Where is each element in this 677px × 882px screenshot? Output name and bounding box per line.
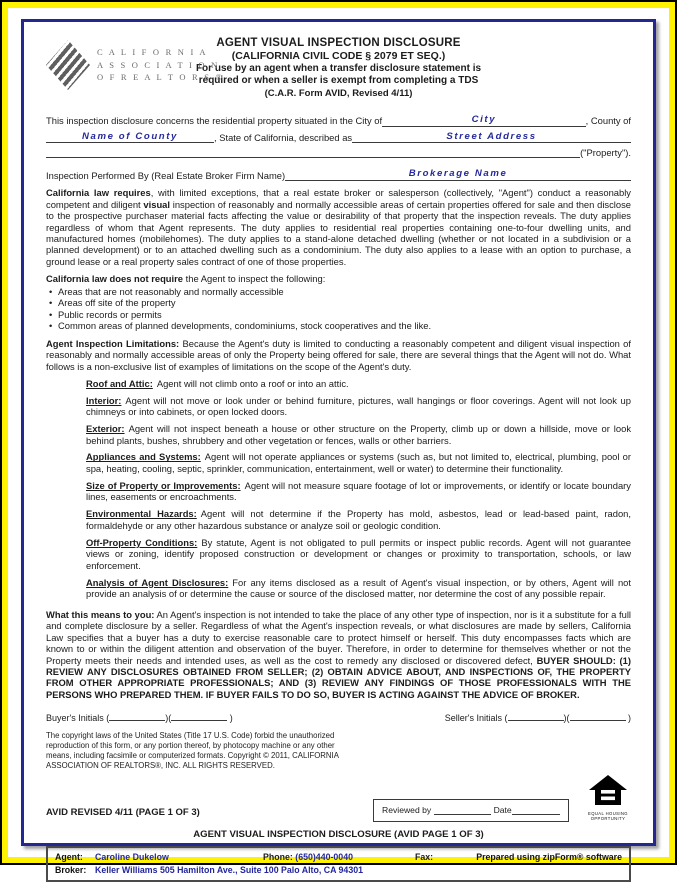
phone-label: Phone:: [263, 851, 293, 862]
limitation-heading: Appliances and Systems:: [86, 451, 201, 463]
buyer-initials-label: Buyer's Initials (: [46, 713, 110, 724]
property-line-1-label: This inspection disclosure concerns the residential property situated in the City of: [46, 115, 383, 127]
reviewed-date-field[interactable]: [512, 805, 560, 815]
limitation-heading: Interior:: [86, 394, 122, 406]
limitation-heading: Analysis of Agent Disclosures:: [86, 576, 229, 588]
limitation-text: Agent will not climb onto a roof or into an attic.: [156, 377, 349, 389]
revision-footer-row: [46, 775, 631, 822]
equal-housing-logo: [585, 775, 631, 822]
form-use-line-1: For use by an agent when a transfer disclosure statement is: [195, 62, 482, 74]
property-line-1: [46, 113, 631, 127]
car-logo-icon: [46, 40, 90, 90]
buyer-initials: [46, 710, 233, 724]
limitation-item-size: [86, 480, 631, 503]
limitation-text: Agent will not inspect beneath a house or other structure on the Property, climb up or down a hillside, move or look behind plants, bushes, shrubbery and other vegetation or fences, walls or other barriers.: [86, 423, 631, 446]
city-field[interactable]: [382, 113, 586, 127]
broker-label: Broker:: [55, 864, 87, 875]
limitation-text: Agent will not determine if the Property has mold, asbestos, lead or lead-based paint, radon, formaldehyde or any other hazardous substance or analyze soil or geologic condition.: [86, 508, 631, 531]
broker-info: Keller Williams 505 Hamilton Ave., Suite 100 Palo Alto, CA 94301: [95, 864, 363, 875]
inspection-performed-by-label: Inspection Performed By (Real Estate Broker Firm Name): [46, 169, 286, 181]
limitation-text: Agent will not operate appliances or systems (such as, but not limited to, electrical, plumbing, pool or spa, heating, cooling, septic, sprinkler, communication, entertainment, well or water) to determine their functionality.: [86, 451, 631, 474]
brokerage-name-value: Brokerage Name: [408, 168, 508, 180]
law-requires-part2: inspection of reasonably and normally accessible areas of certain properties offered for sale and then disclose to the prospective purchaser material facts affecting the value or desirability of that property that the inspection reveals. The duty applies regardless of whom that Agent represents. The duty applies to residential real properties containing one-to-four dwelling units, and manufactured homes (mobilehomes). The duty applies to a stand-alone detached dwelling (whether or not located in a subdivision or a planned development) or to an attached dwelling such as a condominium. The duty also applies to a lease with an option to purchase, a ground lease or a real property sales contract of one of those properties.: [46, 198, 631, 267]
form-title: AGENT VISUAL INSPECTION DISCLOSURE: [216, 37, 461, 49]
logo-line-association: A S S O C I A T I O N: [97, 59, 220, 70]
phone-value: (650)440-0040: [295, 851, 353, 862]
form-header: [46, 36, 631, 110]
initials-separator: )(: [563, 713, 570, 724]
equal-housing-caption-1: EQUAL HOUSING: [588, 810, 628, 816]
agent-name: Caroline Dukelow: [95, 851, 169, 862]
not-require-rest: the Agent to inspect the following:: [183, 273, 326, 285]
limitation-heading: Exterior:: [86, 423, 125, 435]
property-line-1-suffix: , County of: [585, 115, 631, 127]
form-use-line-2: required or when a seller is exempt from completing a TDS: [198, 75, 479, 86]
limitation-heading: Size of Property or Improvements:: [86, 479, 241, 491]
seller-initials-field-1[interactable]: [508, 710, 564, 721]
prepared-using-label: Prepared using zipForm® software: [476, 851, 622, 862]
limitation-item-environmental: [86, 508, 631, 531]
logo-line-california: C A L I F O R N I A: [97, 46, 208, 57]
law-requires-bold-visual: visual: [143, 198, 170, 210]
form-revision-line: (C.A.R. Form AVID, Revised 4/11): [264, 88, 413, 100]
car-logo-text: [97, 46, 224, 84]
equal-housing-icon: [588, 775, 628, 809]
limitation-text: For any items disclosed as a result of Agent's visual inspection, or by others, Agent will not provide an analysis of or determine the cause or source of the disclosed matter, nor determine the cost of any possible repair.: [86, 576, 631, 600]
means-paragraph: [46, 609, 631, 701]
property-line-2: [46, 130, 631, 144]
limitation-heading: Off-Property Conditions:: [86, 536, 198, 548]
buyer-initials-field-1[interactable]: [109, 710, 165, 721]
agent-row: [55, 851, 622, 864]
not-require-bullet-list: [46, 286, 631, 332]
city-value: City: [471, 114, 497, 125]
fax-label: Fax:: [415, 851, 434, 862]
buyer-initials-field-2[interactable]: [171, 710, 227, 721]
property-line-3-suffix: ("Property").: [580, 146, 631, 158]
means-lead: What this means to you:: [46, 608, 155, 620]
county-value: Name of County: [82, 130, 178, 142]
means-text: An Agent's inspection is not intended to take the place of any other type of inspection, nor is it a substitute for a full and complete disclosure by a seller. Regardless of what the Agent's inspection reveals, or what disclosures are made by sellers, California Law specifies that a buyer has a duty to exercise reasonable care to protect himself or herself. This duty encompasses facts which are known to or within the diligent attention and observation of the buyer. Therefore, in order to determine for themselves whether or not the Property meets their needs and intended uses, as well as the cost to remedy any disclosed or discovered defect,: [46, 608, 632, 666]
agent-label: Agent:: [55, 851, 83, 862]
agent-phone: [263, 851, 415, 864]
limitation-item-exterior: [86, 423, 631, 446]
car-logo: [46, 40, 224, 90]
limitation-text: By statute, Agent is not obligated to pull permits or inspect public records. Agent will not guarantee views or zoning, identify proposed construction or development or changes or proximity to transportation, schools, or law enforcement.: [86, 536, 631, 571]
broker-row: [55, 864, 622, 877]
limitation-heading: Roof and Attic:: [86, 377, 153, 389]
reviewed-by-field[interactable]: [434, 805, 492, 815]
limitation-item-interior: [86, 395, 631, 418]
property-description-field[interactable]: [46, 146, 580, 158]
initials-separator: )(: [165, 713, 172, 724]
brokerage-name-field[interactable]: [285, 167, 631, 181]
page-footer-title: AGENT VISUAL INSPECTION DISCLOSURE (AVID PAGE 1 OF 3): [193, 829, 484, 841]
not-require-paragraph: [46, 273, 631, 284]
agent-broker-box: [46, 846, 631, 882]
bullet-item: • Common areas of planned developments, condominiums, stock cooperatives and the like.: [46, 320, 631, 331]
limitations-intro-text: Because the Agent's duty is limited to conducting a reasonably competent and diligent visual inspection of reasonably and normally accessible areas of only the Property being offered for sale, there are several things that the Agent will not do. What follows is a non-exclusive list of examples of limitations on the scope of the Agent's duty.: [46, 337, 631, 372]
logo-line-realtors: O F R E A L T O R S ®: [97, 72, 225, 83]
inspection-performed-by-row: [46, 167, 631, 181]
property-line-3: [46, 146, 631, 158]
initials-close: ): [625, 713, 631, 724]
law-requires-part1: , with limited exceptions, that a real estate broker or salesperson (collectively, "Agent") conduct a reasonably competent and diligent: [46, 187, 631, 210]
reviewed-by-box: [373, 799, 569, 822]
copyright-notice: The copyright laws of the United States (Title 17 U.S. Code) forbid the unauthorized reproduction of this form, or any portion thereof, by photocopy machine or any other means, including facsimile or computerized formats. Copyright © 2011, CALIFORNIA ASSOCIATION OF REALTORS®, INC. ALL RIGHTS RESERVED.: [46, 731, 339, 771]
limitation-text: Agent will not measure square footage of lot or improvements, or identify or locate boundary lines, easements or encroachments.: [86, 479, 631, 503]
county-field[interactable]: [46, 130, 214, 144]
limitation-item-roof-attic: [86, 378, 631, 389]
street-address-field[interactable]: [352, 130, 631, 144]
street-address-value: Street Address: [446, 130, 537, 142]
law-requires-paragraph: [46, 187, 631, 267]
bullet-item: • Areas that are not reasonably and normally accessible: [46, 286, 631, 297]
not-require-lead: California law does not require: [46, 273, 184, 285]
form-subtitle: (CALIFORNIA CIVIL CODE § 2079 ET SEQ.): [231, 50, 446, 63]
seller-initials-label: Seller's Initials (: [444, 713, 508, 724]
yellow-border-band: [2, 2, 675, 875]
limitation-item-appliances: [86, 451, 631, 474]
reviewed-by-label: Reviewed by: [382, 804, 432, 815]
limitation-heading: Environmental Hazards:: [86, 508, 197, 520]
limitations-intro-lead: Agent Inspection Limitations:: [46, 337, 180, 349]
property-line-2-label: , State of California, described as: [214, 131, 353, 143]
equal-housing-caption-2: OPPORTUNITY: [590, 815, 626, 821]
means-bold-tail: BUYER SHOULD: (1) REVIEW ANY DISCLOSURES OBTAINED FROM SELLER; (2) OBTAIN ADVICE ABOUT, AND INSPECTIONS OF, THE PROPERTY FROM OTHER APPROPRIATE PROFESSIONALS; AND (3) REVIEW ANY FINDINGS OF THOSE PROFESSIONALS WITH THE PERSONS WHO PREPARED THEM. IF BUYER FAILS TO DO SO, BUYER IS ACTING AGAINST THE ADVICE OF BROKER.: [46, 654, 631, 700]
date-label: Date: [493, 804, 512, 815]
limitations-intro-paragraph: [46, 338, 631, 372]
seller-initials-field-2[interactable]: [570, 710, 626, 721]
avid-revised-label: AVID REVISED 4/11 (PAGE 1 OF 3): [46, 807, 200, 819]
limitation-text: Agent will not move or look under or behind furniture, pictures, wall hangings or floor coverings. Agent will not look up chimneys or into cabinets, or open locked doors.: [86, 394, 631, 418]
limitation-item-analysis: [86, 577, 631, 600]
law-requires-lead: California law requires: [46, 187, 151, 199]
avid-form-page: [21, 19, 656, 875]
limitation-item-off-property: [86, 537, 631, 571]
bullet-item: • Public records or permits: [46, 309, 631, 320]
initials-close: ): [227, 713, 233, 724]
initials-row: [46, 710, 631, 724]
bullet-item: • Areas off site of the property: [46, 297, 631, 308]
seller-initials: [445, 710, 631, 724]
page-margin: [8, 8, 669, 875]
